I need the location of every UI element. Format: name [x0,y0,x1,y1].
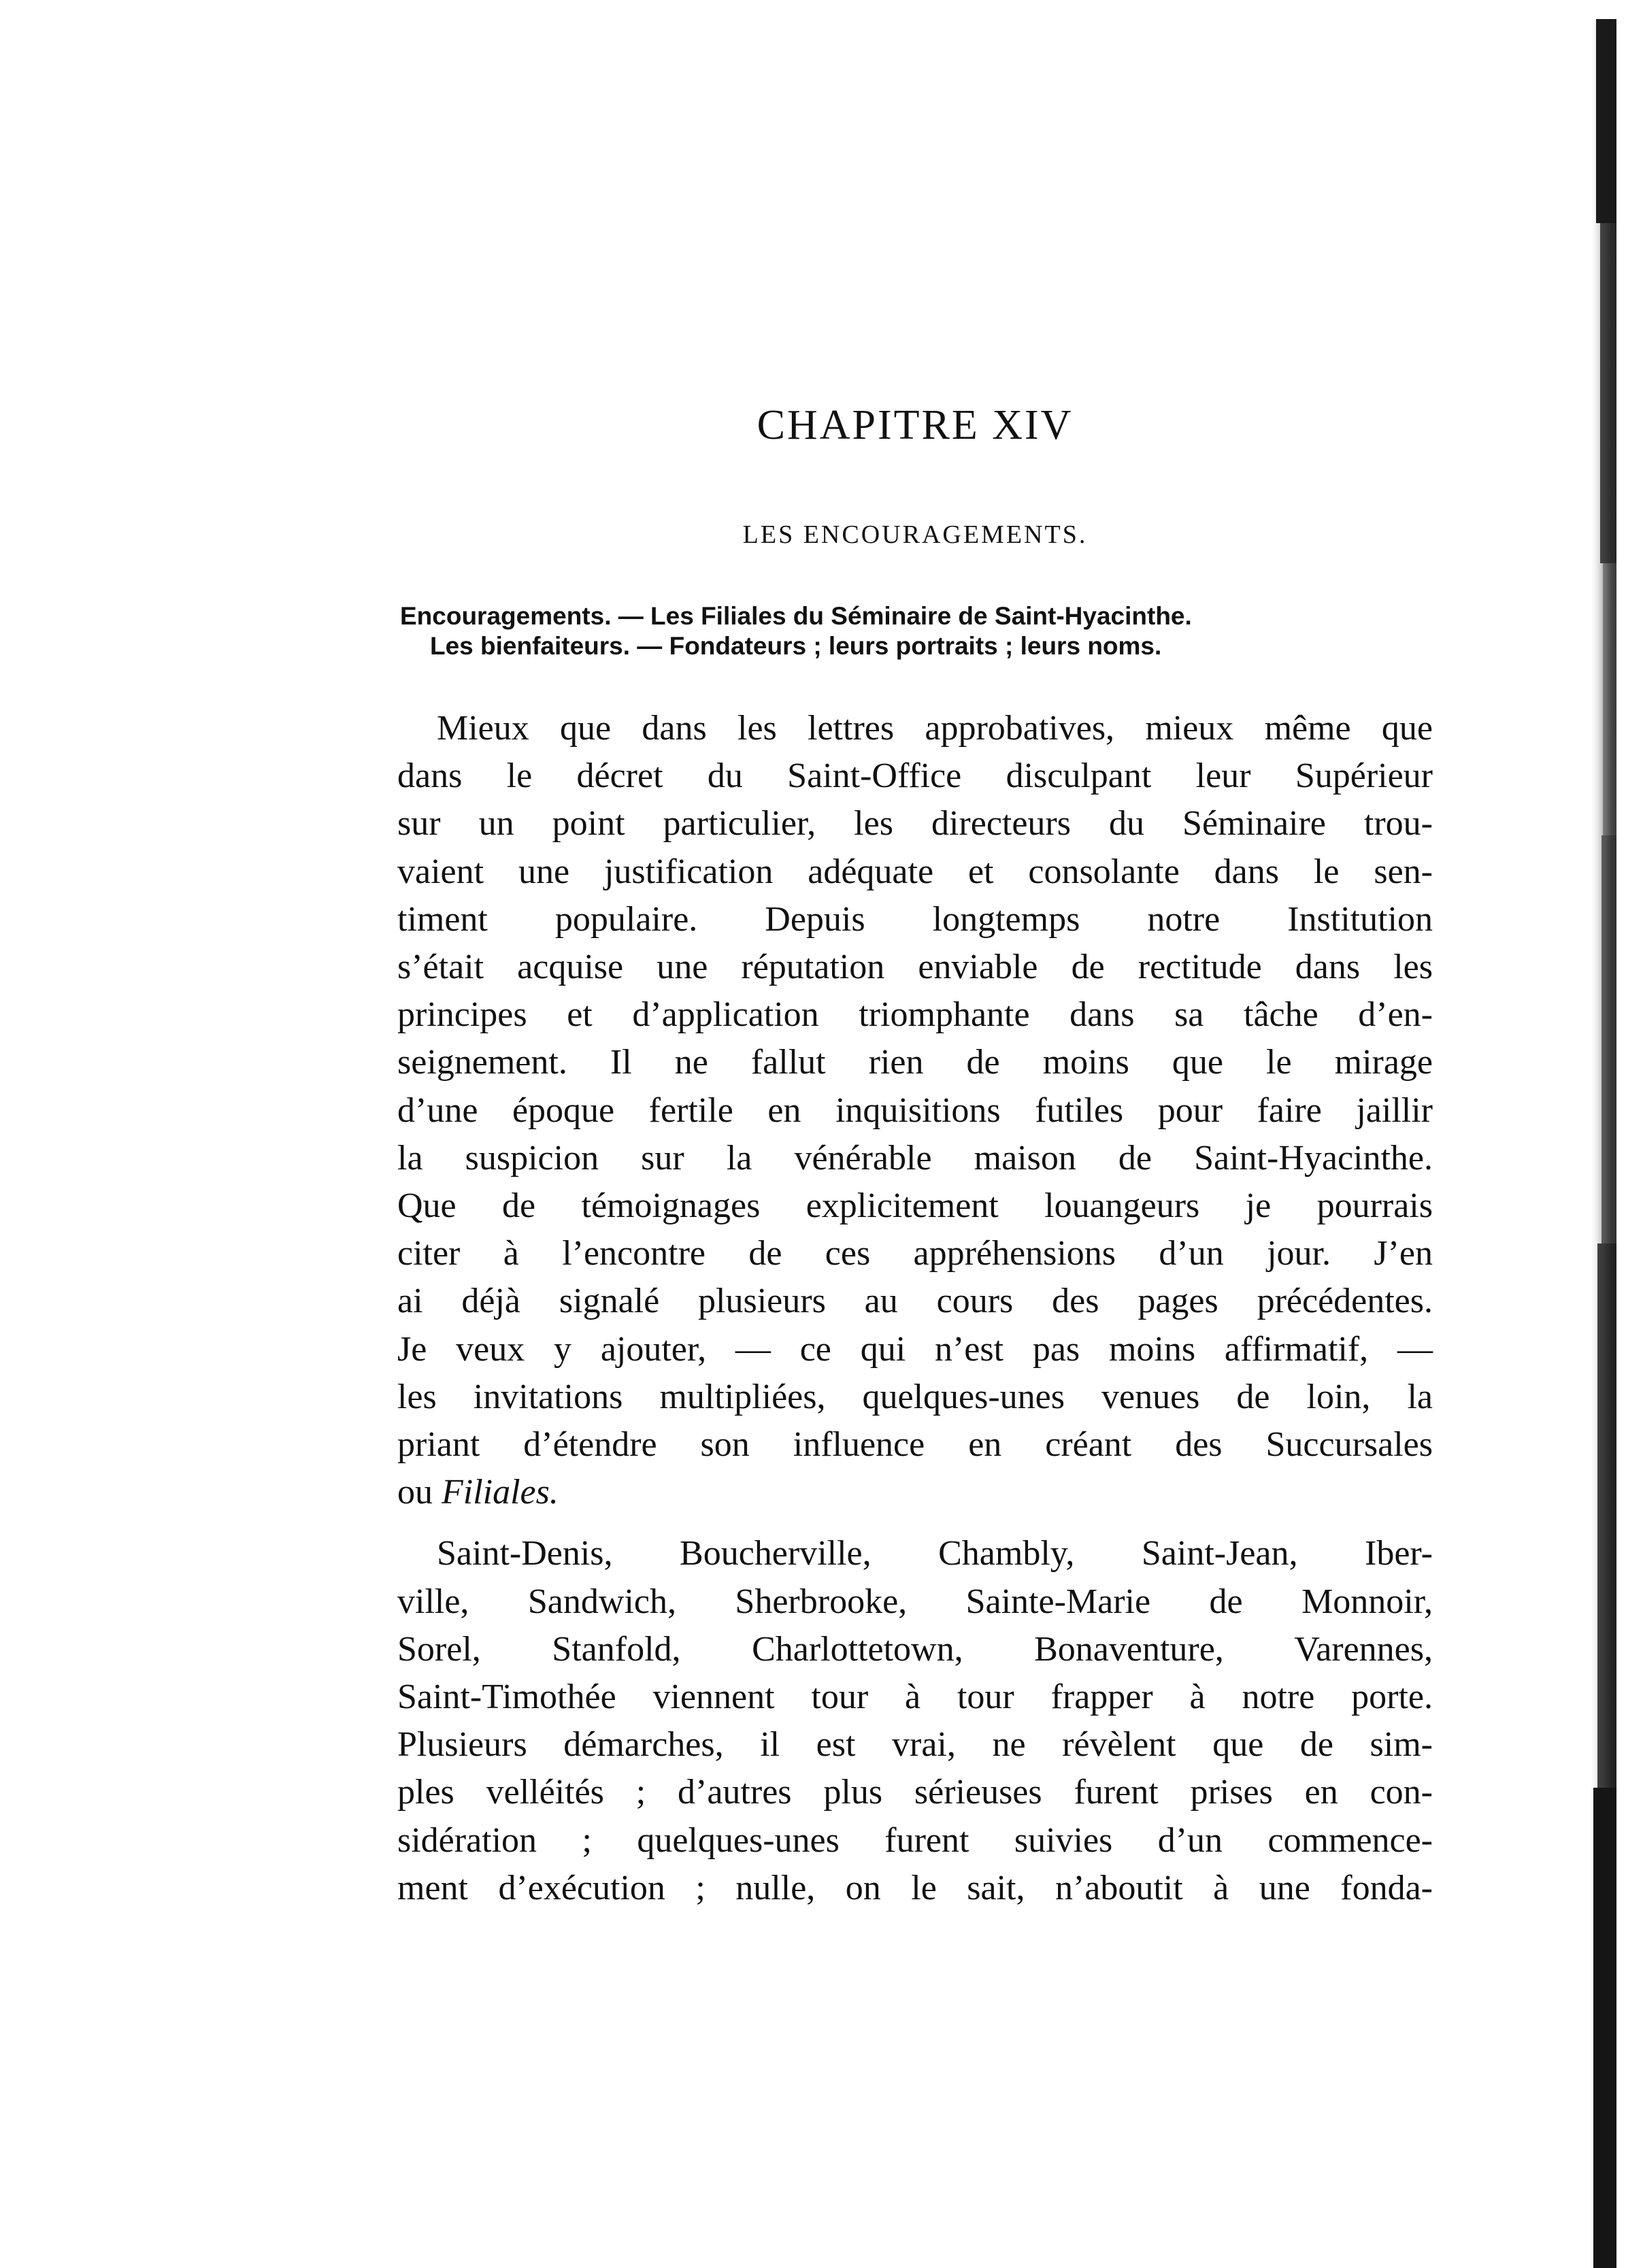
text-line: Plusieurs démarches, il est vrai, ne révèlent que de sim- [397,1725,1433,1765]
text-line: la suspicion sur la vénérable maison de Saint-Hyacinthe. [397,1138,1433,1178]
text-line: vaient une justification adéquate et consolante dans le sen- [397,852,1433,891]
paragraph-gap [397,1516,1433,1530]
text-line: sidération ; quelques-unes furent suivies d’un commence- [397,1820,1433,1860]
text-line: citer à l’encontre de ces appréhensions d’un jour. J’en [397,1234,1433,1273]
paragraph-2 [397,1530,1433,1912]
text-line: Je veux y ajouter, — ce qui n’est pas moins affirmatif, — [397,1329,1433,1369]
text-line: Saint-Denis, Boucherville, Chambly, Saint-Jean, Iber- [437,1534,1433,1573]
paragraph-1 [397,705,1433,1516]
text-line: Mieux que dans les lettres approbatives, mieux même que [437,709,1433,748]
italic-word: Filiales. [442,1473,559,1512]
text-line: sur un point particulier, les directeurs du Séminaire trou- [397,804,1433,844]
text-line [397,1469,1433,1516]
summary-line: Les bienfaiteurs. — Fondateurs ; leurs portraits ; leurs noms. [430,632,1162,660]
text-line: timent populaire. Depuis longtemps notre Institution [397,899,1433,939]
chapter-subtitle: LES ENCOURAGEMENTS. [742,520,1088,549]
text-line: principes et d’application triomphante dans sa tâche d’en- [397,995,1433,1035]
text-line: d’une époque fertile en inquisitions futiles pour faire jaillir [397,1090,1433,1130]
text-line: ples velléités ; d’autres plus sérieuses furent prises en con- [397,1773,1433,1812]
text-line: ai déjà signalé plusieurs au cours des pages précédentes. [397,1282,1433,1321]
summary-line: Encouragements. — Les Filiales du Séminaire de Saint-Hyacinthe. [400,602,1192,630]
text-line: Saint-Timothée viennent tour à tour frapper à notre porte. [397,1678,1433,1717]
text-line: priant d’étendre son influence en créant des Succursales [397,1425,1433,1465]
text-line: dans le décret du Saint-Office disculpant leur Supérieur [397,756,1433,796]
text-line: les invitations multipliées, quelques-unes venues de loin, la [397,1377,1433,1416]
text-fragment: ou [397,1473,442,1512]
text-line: seignement. Il ne fallut rien de moins que le mirage [397,1043,1433,1082]
scan-edge-shadow [1562,19,1616,2268]
text-line: ment d’exécution ; nulle, on le sait, n’aboutit à une fonda- [397,1868,1433,1907]
text-line: s’était acquise une réputation enviable de rectitude dans les [397,948,1433,987]
text-line: ville, Sandwich, Sherbrooke, Sainte-Marie de Monnoir, [397,1582,1433,1621]
chapter-summary [400,601,1455,661]
text-line: Que de témoignages explicitement louangeurs je pourrais [397,1186,1433,1226]
text-line: Sorel, Stanfold, Charlottetown, Bonaventure, Varennes, [397,1629,1433,1669]
chapter-title: CHAPITRE XIV [757,402,1074,448]
body-text [397,705,1433,1912]
